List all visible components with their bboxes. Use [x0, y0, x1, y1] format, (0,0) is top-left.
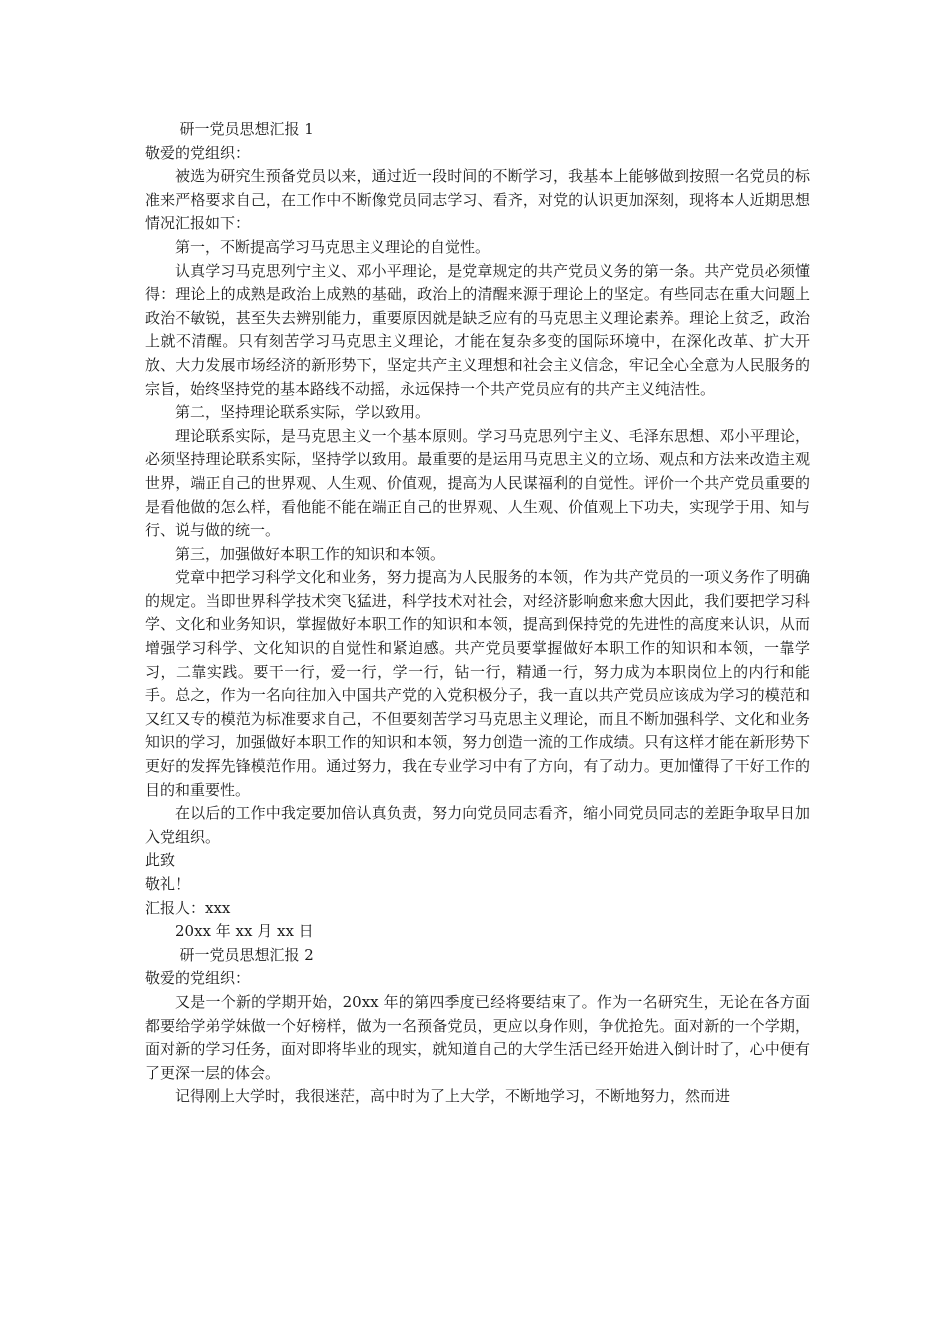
report-1-date: 20xx 年 xx 月 xx 日 [175, 922, 314, 941]
report-1-salutation: 敬爱的党组织： [145, 143, 251, 162]
report-1-paragraph-third: 党章中把学习科学文化和业务，努力提高为人民服务的本领，作为共产党员的一项义务作了明确的规定。当即世界科学技术突飞猛进，科学技术对社会，对经济影响愈来愈大因此，我们要把学习科学、文化和业务知识，掌握做好本职工作的知识和本领，提高到保持党的先进性的高度来认识，从而增强学习科学、文化知识的自觉性和紧迫感。共产党员要掌握做好本职工作的知识和本领，一靠学习，二靠实践。要干一行，爱一行，学一行，钻一行，精通一行，努力成为本职岗位上的内行和能手。总之，作为一名向往加入中国共产党的入党积极分子，我一直以共产党员应该成为学习的模范和又红又专的模范为标准要求自己，不但要刻苦学习马克思主义理论，而且不断加强科学、文化和业务知识的学习，加强做好本职工作的知识和本领，努力创造一流的工作成绩。只有这样才能在新形势下更好的发挥先锋模范作用。通过努力，我在专业学习中有了方向，有了动力。更加懂得了干好工作的目的和重要性。 [145, 568, 810, 799]
report-1-heading-third: 第三，加强做好本职工作的知识和本领。 [175, 544, 446, 563]
report-1-closing-jing-li: 敬礼！ [145, 875, 191, 893]
report-2-paragraph-intro: 又是一个新的学期开始，20xx 年的第四季度已经将要结束了。作为一名研究生，无论在各方面都要给学弟学妹做一个好榜样，做为一名预备党员，更应以身作则，争优抢先。面对新的一个学期，面对新的学习任务，面对即将毕业的现实，就知道自己的大学生活已经开始进入倒计时了，心中便有了更深一层的体会。 [145, 992, 810, 1082]
report-1-closing-ci-zhi: 此致 [145, 851, 176, 870]
report-1-title: 研一党员思想汇报 1 [179, 120, 314, 138]
document-body [145, 118, 810, 1109]
report-1-paragraph-closing: 在以后的工作中我定要加倍认真负责，努力向党员同志看齐，缩小同党员同志的差距争取早日加入党组织。 [145, 804, 810, 846]
report-1-heading-second: 第二，坚持理论联系实际，学以致用。 [175, 403, 431, 422]
report-2-paragraph-memory: 记得刚上大学时，我很迷茫，高中时为了上大学，不断地学习，不断地努力，然而进 [175, 1087, 731, 1106]
report-2-salutation: 敬爱的党组织： [145, 969, 251, 988]
report-1-paragraph-intro: 被选为研究生预备党员以来，通过近一段时间的不断学习，我基本上能够做到按照一名党员的标准来严格要求自己，在工作中不断像党员同志学习、看齐，对党的认识更加深刻，现将本人近期思想情况汇报如下： [145, 167, 810, 233]
report-1-paragraph-first: 认真学习马克思列宁主义、邓小平理论，是党章规定的共产党员义务的第一条。共产党员必须懂得：理论上的成熟是政治上成熟的基础，政治上的清醒来源于理论上的坚定。有些同志在重大问题上政治不敏锐，甚至失去辨别能力，重要原因就是缺乏应有的马克思主义理论素养。理论上贫乏，政治上就不清醒。只有刻苦学习马克思主义理论，才能在复杂多变的国际环境中，在深化改革、扩大开放、大力发展市场经济的新形势下，坚定共产主义理想和社会主义信念，牢记全心全意为人民服务的宗旨，始终坚持党的基本路线不动摇，永远保持一个共产党员应有的共产主义纯洁性。 [145, 261, 810, 398]
report-2-title: 研一党员思想汇报 2 [179, 945, 314, 964]
report-1-paragraph-second: 理论联系实际，是马克思主义一个基本原则。学习马克思列宁主义、毛泽东思想、邓小平理论，必须坚持理论联系实际，坚持学以致用。最重要的是运用马克思主义的立场、观点和方法来改造主观世界，端正自己的世界观、人生观、价值观，提高为人民谋福利的自觉性。评价一个共产党员重要的是看他做的怎么样，看他能不能在端正自己的世界观、人生观、价值观上下功夫，实现学于用、知与行、说与做的统一。 [145, 426, 810, 540]
report-1-heading-first: 第一，不断提高学习马克思主义理论的自觉性。 [175, 237, 491, 256]
report-1-reporter: 汇报人：xxx [145, 898, 231, 917]
